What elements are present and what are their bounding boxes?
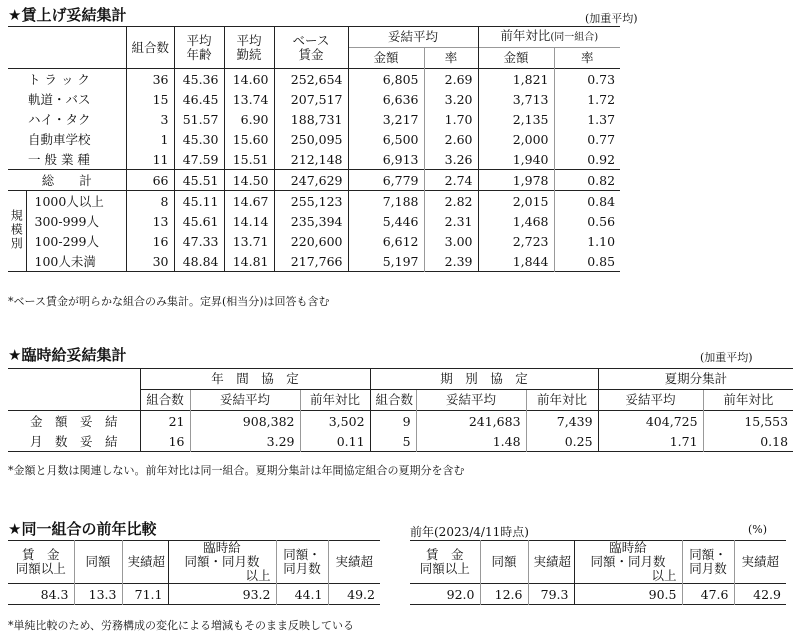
cell-yoy-amount: 1,844: [478, 251, 554, 272]
cell-amount: 6,779: [348, 170, 424, 191]
cell-bonus: 93.2: [168, 584, 276, 605]
cell-tenure: 15.51: [224, 149, 274, 170]
header-over2: 実績超: [734, 541, 786, 584]
cell-same2: 47.6: [682, 584, 734, 605]
header-bonus-sub: 同額・同月数: [590, 554, 666, 569]
cell-yoy-rate: 0.92: [554, 149, 620, 170]
previous-comparison-table: [410, 540, 786, 605]
header-tenure: 平均 勤続: [224, 27, 274, 69]
cell-yoy-amount: 2,000: [478, 129, 554, 149]
header-amount2: 金額: [478, 48, 554, 69]
header-annual: 年 間 協 定: [140, 369, 370, 390]
cell-rate: 2.39: [424, 251, 478, 272]
cell-amount: 6,805: [348, 69, 424, 90]
cell-age: 47.59: [174, 149, 224, 170]
header-same2b: 同月数: [689, 561, 727, 576]
cell-age: 47.33: [174, 231, 224, 251]
header-yoy-label: 前年対比: [500, 28, 551, 43]
cell-base: 247,629: [274, 170, 348, 191]
header-same2a: 同額・: [283, 547, 321, 562]
cell-count: 11: [126, 149, 174, 170]
cell-count: 36: [126, 69, 174, 90]
previous-year-label: 前年(2023/4/11時点): [410, 525, 529, 539]
cell-base: 255,123: [274, 191, 348, 212]
scale-label: [8, 191, 26, 272]
cell-rate: 2.82: [424, 191, 478, 212]
cell-tenure: 14.14: [224, 211, 274, 231]
cell-rate: 2.60: [424, 129, 478, 149]
cell-age: 45.61: [174, 211, 224, 231]
table-row: [8, 109, 620, 129]
cell-tenure: 13.71: [224, 231, 274, 251]
header-same2: [682, 541, 734, 584]
cell-base: 220,600: [274, 231, 348, 251]
cell-age: 46.45: [174, 89, 224, 109]
header-over2: 実績超: [328, 541, 380, 584]
bonus-settlement-title: ★臨時給妥結集計: [8, 346, 127, 364]
header-avg: 妥結平均: [598, 390, 703, 411]
cell-over: 71.1: [122, 584, 168, 605]
cell-yoy-amount: 2,723: [478, 231, 554, 251]
header-bonus-label: 臨時給: [609, 540, 647, 555]
header-bonus-sub2: 以上: [651, 568, 677, 583]
row-label: 300-999人: [34, 214, 99, 229]
cell-count: 8: [126, 191, 174, 212]
header-avg: 妥結平均: [190, 390, 300, 411]
header-bonus: [168, 541, 276, 584]
cell-age: 45.36: [174, 69, 224, 90]
cell-same: 12.6: [480, 584, 528, 605]
wage-settlement-unit: (加重平均): [585, 12, 638, 25]
header-count: 組合数: [126, 27, 174, 69]
cell-period-count: 5: [370, 431, 416, 452]
table-row: [8, 584, 380, 605]
row-label: 金 額 妥 結: [29, 414, 118, 429]
cell-annual-count: 21: [140, 411, 190, 432]
row-label: 1000人以上: [34, 194, 104, 209]
header-bonus: [574, 541, 682, 584]
cell-same: 13.3: [74, 584, 122, 605]
cell-same2: 44.1: [276, 584, 328, 605]
cell-bonus: 90.5: [574, 584, 682, 605]
table-row: [8, 69, 620, 90]
cell-amount: 6,636: [348, 89, 424, 109]
bonus-settlement-note: *金額と月数は関連しない。前年対比は同一組合。夏期分集計は年間協定組合の夏期分を含む: [8, 464, 465, 477]
header-count: 組合数: [140, 390, 190, 411]
table-row: [8, 89, 620, 109]
cell-rate: 3.26: [424, 149, 478, 170]
cell-rate: 2.31: [424, 211, 478, 231]
header-settle: 妥結平均: [348, 27, 478, 48]
table-row: [8, 149, 620, 170]
cell-yoy-rate: 0.85: [554, 251, 620, 272]
header-yoy: 前年対比: [703, 390, 793, 411]
row-label: 自動車学校: [28, 132, 91, 147]
header-yoy: 前年対比: [300, 390, 370, 411]
cell-yoy-rate: 0.56: [554, 211, 620, 231]
table-row: [8, 129, 620, 149]
cell-yoy-amount: 1,468: [478, 211, 554, 231]
cell-count: 30: [126, 251, 174, 272]
header-yoy: [478, 27, 620, 48]
cell-yoy-amount: 1,940: [478, 149, 554, 170]
cell-base: 235,394: [274, 211, 348, 231]
table-row: [8, 431, 793, 452]
cell-summer-avg: 404,725: [598, 411, 703, 432]
row-label: 月 数 妥 結: [29, 434, 118, 449]
cell-yoy-rate: 0.84: [554, 191, 620, 212]
cell-yoy-rate: 0.77: [554, 129, 620, 149]
header-avg: 妥結平均: [416, 390, 526, 411]
table-row: [8, 251, 620, 272]
header-same: 同額: [74, 541, 122, 584]
cell-yoy-rate: 1.72: [554, 89, 620, 109]
table-row: [8, 211, 620, 231]
cell-rate: 2.74: [424, 170, 478, 191]
cell-age: 45.51: [174, 170, 224, 191]
cell-count: 1: [126, 129, 174, 149]
cell-period-avg: 1.48: [416, 431, 526, 452]
bonus-settlement-table: [8, 368, 793, 452]
row-label: ト ラ ッ ク: [28, 72, 90, 87]
cell-yoy-rate: 1.10: [554, 231, 620, 251]
cell-age: 51.57: [174, 109, 224, 129]
cell-base: 207,517: [274, 89, 348, 109]
cell-yoy-amount: 3,713: [478, 89, 554, 109]
header-summer: 夏期分集計: [598, 369, 793, 390]
total-row: [8, 170, 620, 191]
header-same2a: 同額・: [689, 547, 727, 562]
cell-base: 217,766: [274, 251, 348, 272]
cell-tenure: 6.90: [224, 109, 274, 129]
header-base: ベース 賃金: [274, 27, 348, 69]
cell-summer-avg: 1.71: [598, 431, 703, 452]
cell-amount: 6,500: [348, 129, 424, 149]
cell-yoy-amount: 1,821: [478, 69, 554, 90]
wage-settlement-note: *ベース賃金が明らかな組合のみ集計。定昇(相当分)は回答も含む: [8, 295, 330, 308]
wage-settlement-title: ★賃上げ妥結集計: [8, 6, 127, 24]
cell-count: 15: [126, 89, 174, 109]
row-label: 一 般 業 種: [28, 152, 90, 167]
cell-period-count: 9: [370, 411, 416, 432]
cell-amount: 5,446: [348, 211, 424, 231]
cell-summer-yoy: 15,553: [703, 411, 793, 432]
header-yoy: 前年対比: [526, 390, 598, 411]
cell-over: 79.3: [528, 584, 574, 605]
cell-annual-count: 16: [140, 431, 190, 452]
row-label: 100人未満: [34, 254, 96, 269]
comparison-title: ★同一組合の前年比較: [8, 520, 157, 538]
header-same2: [276, 541, 328, 584]
header-wage-label: 賃 金: [425, 547, 464, 562]
cell-annual-avg: 3.29: [190, 431, 300, 452]
cell-wage: 92.0: [446, 586, 475, 602]
cell-tenure: 15.60: [224, 129, 274, 149]
cell-count: 16: [126, 231, 174, 251]
cell-annual-avg: 908,382: [190, 411, 300, 432]
table-row: [8, 411, 793, 432]
current-comparison-table: [8, 540, 380, 605]
header-bonus-sub2: 以上: [245, 568, 271, 583]
cell-rate: 2.69: [424, 69, 478, 90]
cell-annual-yoy: 3,502: [300, 411, 370, 432]
cell-over2: 49.2: [328, 584, 380, 605]
cell-yoy-rate: 0.82: [554, 170, 620, 191]
header-amount: 金額: [348, 48, 424, 69]
cell-tenure: 14.81: [224, 251, 274, 272]
cell-rate: 3.20: [424, 89, 478, 109]
cell-yoy-amount: 2,015: [478, 191, 554, 212]
header-wage-sub: 同額以上: [15, 561, 66, 576]
bonus-settlement-unit: (加重平均): [700, 351, 753, 364]
header-wage: [410, 541, 480, 584]
cell-count: 13: [126, 211, 174, 231]
cell-annual-yoy: 0.11: [300, 431, 370, 452]
cell-tenure: 14.60: [224, 69, 274, 90]
header-rate2: 率: [554, 48, 620, 69]
header-same2b: 同月数: [283, 561, 321, 576]
cell-yoy-rate: 0.73: [554, 69, 620, 90]
comparison-unit: (%): [748, 523, 768, 536]
table-row: [8, 191, 620, 212]
header-yoy-note: (同一組合): [550, 32, 599, 43]
row-label: ハイ・タク: [28, 112, 91, 127]
header-same: 同額: [480, 541, 528, 584]
cell-rate: 3.00: [424, 231, 478, 251]
cell-base: 250,095: [274, 129, 348, 149]
cell-period-avg: 241,683: [416, 411, 526, 432]
cell-tenure: 14.50: [224, 170, 274, 191]
header-bonus-label: 臨時給: [203, 540, 241, 555]
header-wage: [8, 541, 74, 584]
cell-amount: 6,913: [348, 149, 424, 170]
header-bonus-sub: 同額・同月数: [184, 554, 260, 569]
cell-yoy-amount: 2,135: [478, 109, 554, 129]
cell-base: 212,148: [274, 149, 348, 170]
cell-wage: 84.3: [40, 586, 69, 602]
scale-label-text: 規模別: [9, 208, 24, 251]
cell-yoy-amount: 1,978: [478, 170, 554, 191]
cell-amount: 7,188: [348, 191, 424, 212]
total-label: 総 計: [41, 173, 92, 188]
cell-count: 3: [126, 109, 174, 129]
header-age: 平均 年齢: [174, 27, 224, 69]
cell-age: 48.84: [174, 251, 224, 272]
header-wage-sub: 同額以上: [419, 561, 470, 576]
header-wage-label: 賃 金: [21, 547, 60, 562]
cell-period-yoy: 7,439: [526, 411, 598, 432]
row-label: 軌道・バス: [28, 92, 91, 107]
table-row: [8, 231, 620, 251]
cell-tenure: 13.74: [224, 89, 274, 109]
cell-amount: 3,217: [348, 109, 424, 129]
header-period: 期 別 協 定: [370, 369, 598, 390]
cell-amount: 5,197: [348, 251, 424, 272]
cell-rate: 1.70: [424, 109, 478, 129]
cell-age: 45.11: [174, 191, 224, 212]
header-count: 組合数: [370, 390, 416, 411]
cell-yoy-rate: 1.37: [554, 109, 620, 129]
comparison-note: *単純比較のため、労務構成の変化による増減もそのまま反映している: [8, 619, 355, 632]
header-rate: 率: [424, 48, 478, 69]
cell-amount: 6,612: [348, 231, 424, 251]
table-row: [410, 584, 786, 605]
header-over: 実績超: [122, 541, 168, 584]
wage-settlement-table: [8, 26, 620, 272]
cell-period-yoy: 0.25: [526, 431, 598, 452]
cell-count: 66: [126, 170, 174, 191]
cell-over2: 42.9: [734, 584, 786, 605]
header-over: 実績超: [528, 541, 574, 584]
row-label: 100-299人: [34, 234, 99, 249]
cell-base: 188,731: [274, 109, 348, 129]
cell-tenure: 14.67: [224, 191, 274, 212]
cell-summer-yoy: 0.18: [703, 431, 793, 452]
cell-base: 252,654: [274, 69, 348, 90]
cell-age: 45.30: [174, 129, 224, 149]
